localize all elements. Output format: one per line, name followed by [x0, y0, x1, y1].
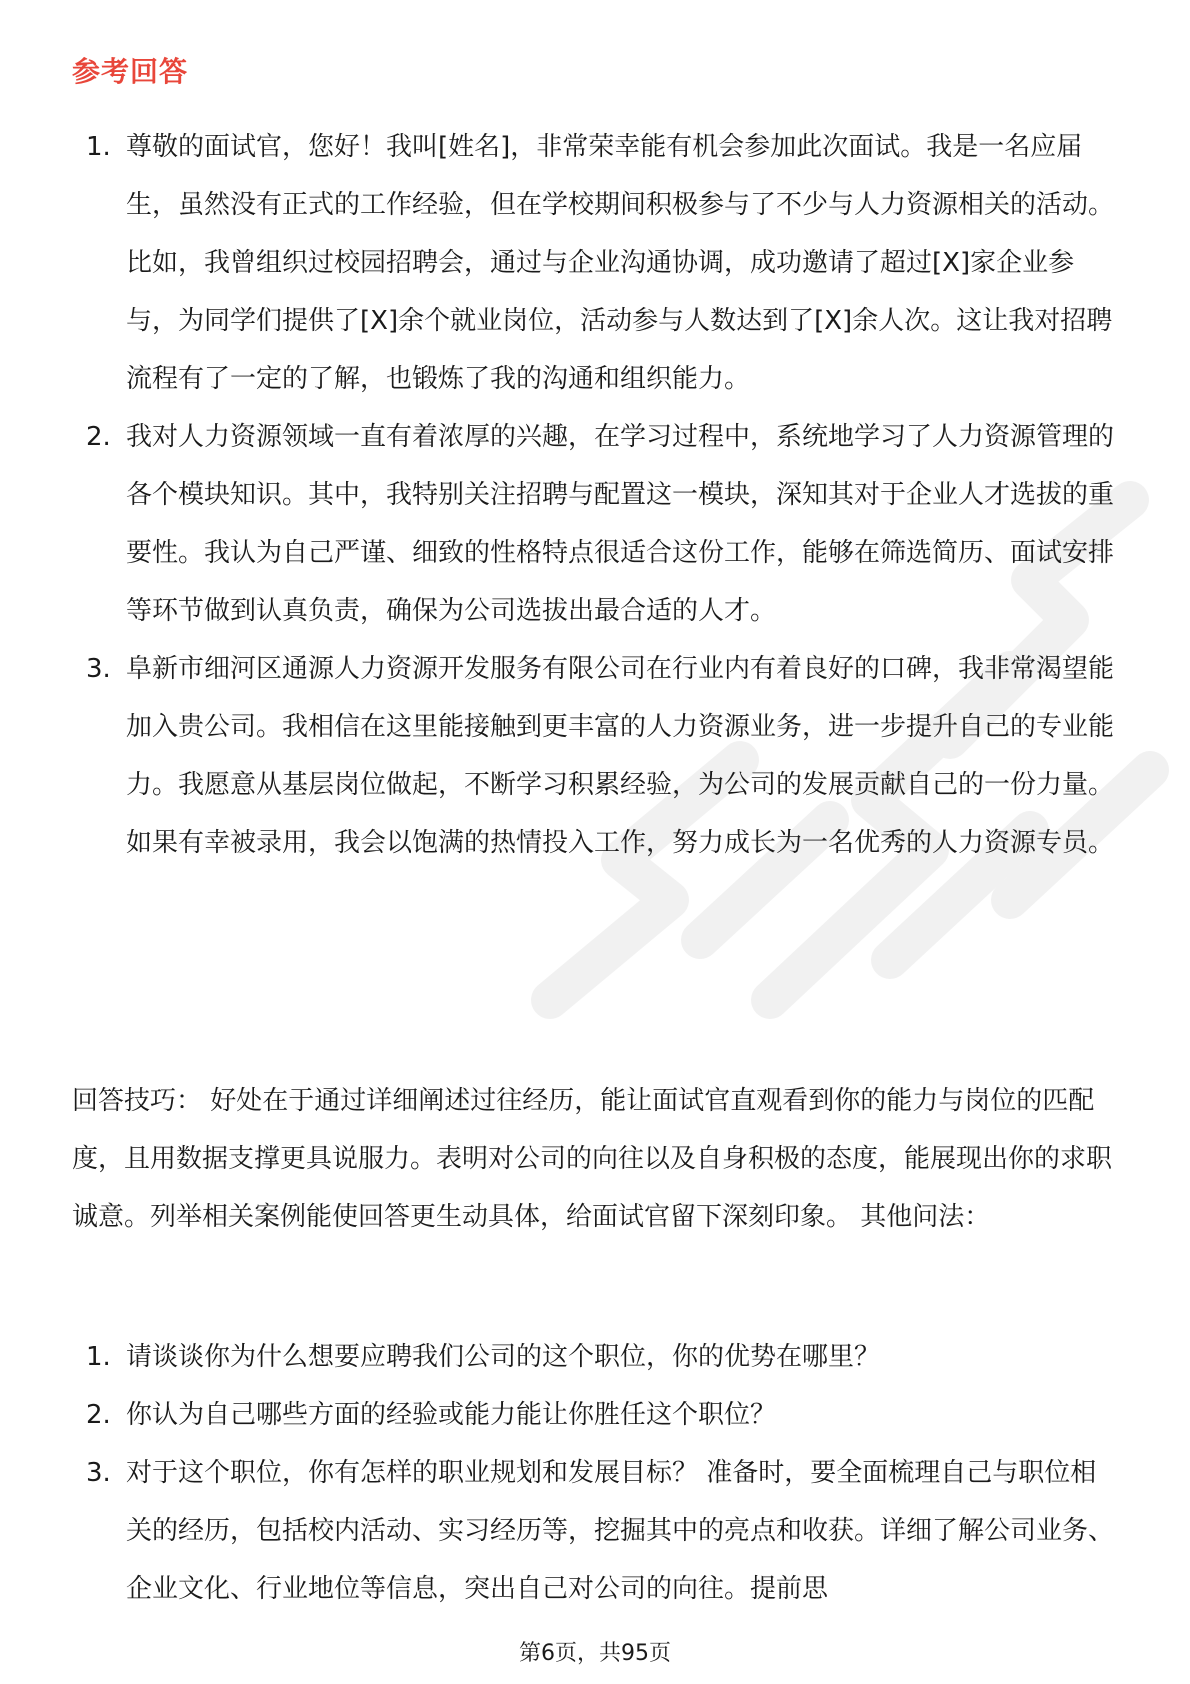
- list-item: [72, 1328, 1122, 1386]
- list-number: 1.: [86, 1342, 111, 1372]
- list-item: [72, 1444, 1122, 1618]
- section-heading: 参考回答: [72, 55, 189, 88]
- answer-list: [72, 118, 1122, 872]
- list-number: 1.: [86, 132, 111, 162]
- list-item: [72, 1386, 1122, 1444]
- list-number: 2.: [86, 422, 111, 452]
- list-number: 2.: [86, 1400, 111, 1430]
- list-item-text: 请谈谈你为什么想要应聘我们公司的这个职位，你的优势在哪里？: [126, 1342, 881, 1372]
- answer-tips-paragraph: 回答技巧： 好处在于通过详细阐述过往经历，能让面试官直观看到你的能力与岗位的匹配度，且用数据支撑更具说服力。表明对公司的向往以及自身积极的态度，能展现出你的求职诚意。列举相关案例能使回答更生动具体，给面试官留下深刻印象。 其他问法：: [72, 1086, 1113, 1232]
- list-number: 3.: [86, 1458, 111, 1488]
- list-item-text: 我对人力资源领域一直有着浓厚的兴趣，在学习过程中，系统地学习了人力资源管理的各个模块知识。其中，我特别关注招聘与配置这一模块，深知其对于企业人才选拔的重要性。我认为自己严谨、细致的性格特点很适合这份工作，能够在筛选简历、面试安排等环节做到认真负责，确保为公司选拔出最合适的人才。: [126, 422, 1115, 626]
- page-footer: 第6页，共95页: [519, 1641, 671, 1666]
- list-item: [72, 408, 1122, 640]
- list-item-text: 对于这个职位，你有怎样的职业规划和发展目标？ 准备时，要全面梳理自己与职位相关的经历，包括校内活动、实习经历等，挖掘其中的亮点和收获。详细了解公司业务、企业文化、行业地位等信息，突出自己对公司的向往。提前思: [126, 1458, 1115, 1604]
- list-number: 3.: [86, 654, 111, 684]
- list-item-text: 阜新市细河区通源人力资源开发服务有限公司在行业内有着良好的口碑，我非常渴望能加入贵公司。我相信在这里能接触到更丰富的人力资源业务，进一步提升自己的专业能力。我愿意从基层岗位做起，不断学习积累经验，为公司的发展贡献自己的一份力量。如果有幸被录用，我会以饱满的热情投入工作，努力成长为一名优秀的人力资源专员。: [126, 654, 1115, 858]
- list-item-text: 你认为自己哪些方面的经验或能力能让你胜任这个职位？: [126, 1400, 777, 1430]
- list-item: [72, 118, 1122, 408]
- other-questions-list: [72, 1328, 1122, 1618]
- list-item-text: 尊敬的面试官，您好！我叫[姓名]，非常荣幸能有机会参加此次面试。我是一名应届生，虽然没有正式的工作经验，但在学校期间积极参与了不少与人力资源相关的活动。比如，我曾组织过校园招聘会，通过与企业沟通协调，成功邀请了超过[X]家企业参与，为同学们提供了[X]余个就业岗位，活动参与人数达到了[X]余人次。这让我对招聘流程有了一定的了解，也锻炼了我的沟通和组织能力。: [126, 132, 1115, 394]
- list-item: [72, 640, 1122, 872]
